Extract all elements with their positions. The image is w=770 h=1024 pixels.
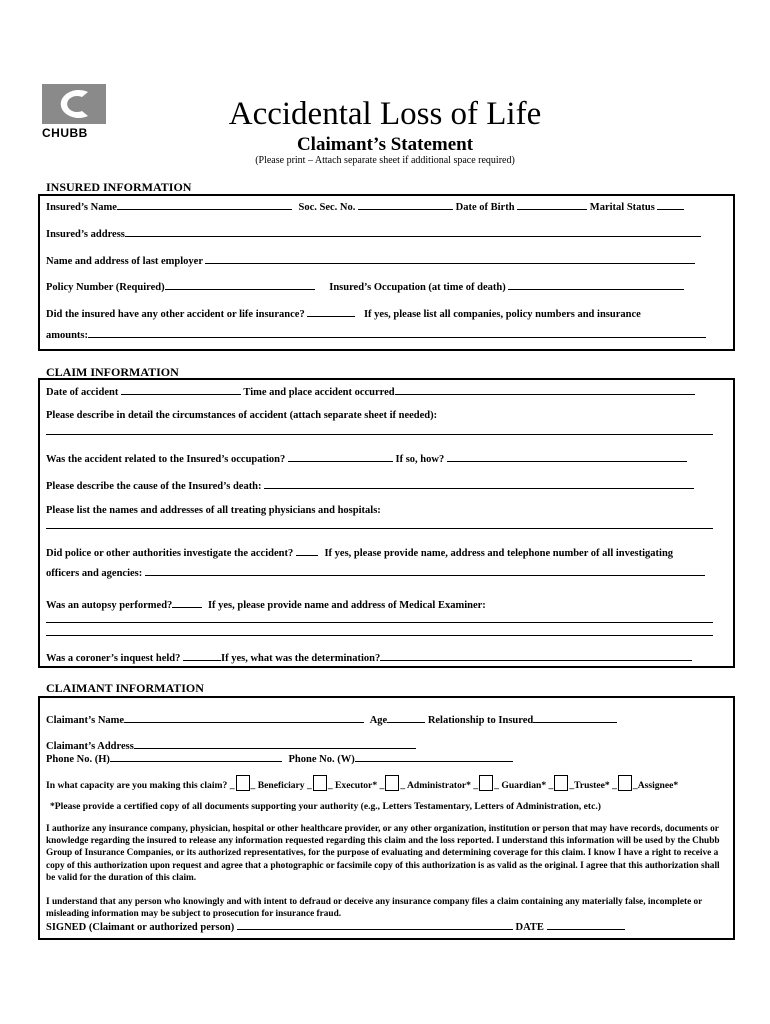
ssn-field[interactable] <box>358 199 453 210</box>
insured-row-1 <box>46 199 684 213</box>
phone-h-field[interactable] <box>110 751 282 762</box>
assignee-label: Assignee* <box>637 780 679 791</box>
beneficiary-checkbox[interactable] <box>236 775 250 791</box>
autopsy-label: Was an autopsy performed? <box>46 600 173 611</box>
dob-field[interactable] <box>517 199 587 210</box>
cause-field[interactable] <box>264 478 694 489</box>
print-note: (Please print – Attach separate sheet if additional space required) <box>255 155 515 166</box>
describe-label: Please describe in detail the circumstances of accident (attach separate sheet if needed): <box>46 410 438 421</box>
phone-w-label: Phone No. (W) <box>288 754 355 765</box>
autopsy-ifyes: If yes, please provide name and address of Medical Examiner: <box>207 600 486 611</box>
claim-heading: CLAIM INFORMATION <box>46 365 179 379</box>
insured-name-label: Insured’s Name <box>46 202 117 213</box>
claim-row-officers <box>46 565 705 579</box>
sign-date-field[interactable] <box>547 919 625 930</box>
coroner-ifyes: If yes, what was the determination? <box>221 653 381 664</box>
insured-row-6 <box>46 327 706 341</box>
claim-row-autopsy <box>46 597 486 611</box>
ssn-label: Soc. Sec. No. <box>298 202 356 213</box>
administrator-checkbox[interactable] <box>385 775 399 791</box>
beneficiary-label: Beneficiary <box>257 780 305 791</box>
other-insurance-ifyes: If yes, please list all companies, policy numbers and insurance <box>363 309 641 320</box>
page-subtitle: Claimant’s Statement <box>296 134 474 155</box>
officers-label: officers and agencies: <box>46 568 143 579</box>
claimant-address-label: Claimant’s Address <box>46 741 134 752</box>
fraud-text: I understand that any person who knowingly and with intent to defraud or deceive any insurance company files a claim containing any materially false, incomplete or misleading information may be subject to prosecution for insurance fraud. <box>46 897 703 920</box>
guardian-checkbox[interactable] <box>479 775 493 791</box>
claim-row-related <box>46 451 687 465</box>
signature-field[interactable] <box>237 919 513 930</box>
ifso-label: If so, how? <box>395 454 445 465</box>
insured-heading: INSURED INFORMATION <box>46 180 192 194</box>
coroner-field[interactable] <box>183 650 221 661</box>
insured-row-5 <box>46 306 641 320</box>
physicians-field[interactable] <box>46 528 713 529</box>
signed-label: SIGNED (Claimant or authorized person) <box>46 922 235 933</box>
relationship-field[interactable] <box>533 712 617 723</box>
capacity-row: In what capacity are you making this claim? _ _ Beneficiary _ _ Executor* _ _ Administrator* _ _ Guardian* _ _Trustee* _ _Assignee* <box>46 775 678 791</box>
insured-row-4 <box>46 279 684 293</box>
claimant-name-label: Claimant’s Name <box>46 715 125 726</box>
phone-h-label: Phone No. (H) <box>46 754 110 765</box>
claim-row-police <box>46 545 673 559</box>
policy-field[interactable] <box>165 279 315 290</box>
claimant-row-1 <box>46 712 617 726</box>
police-label: Did police or other authorities investigate the accident? <box>46 548 294 559</box>
autopsy-line-1[interactable] <box>46 622 713 623</box>
accident-date-label: Date of accident <box>46 387 119 398</box>
autopsy-line-2[interactable] <box>46 635 713 636</box>
assignee-checkbox[interactable] <box>618 775 632 791</box>
executor-label: Executor* <box>335 780 378 791</box>
insured-address-label: Insured’s address <box>46 229 125 240</box>
employer-label: Name and address of last employer <box>46 256 203 267</box>
officers-field[interactable] <box>145 565 705 576</box>
describe-field[interactable] <box>46 434 713 435</box>
coroner-label: Was a coroner’s inquest held? <box>46 653 181 664</box>
occupation-label: Insured’s Occupation (at time of death) <box>329 282 506 293</box>
amounts-field[interactable] <box>88 327 706 338</box>
police-ifyes: If yes, please provide name, address and telephone number of all investigating <box>324 548 674 559</box>
determination-field[interactable] <box>380 650 692 661</box>
capacity-label: In what capacity are you making this claim? <box>46 780 228 791</box>
trustee-checkbox[interactable] <box>554 775 568 791</box>
certified-note: *Please provide a certified copy of all documents supporting your authority (e.g., Letters Testamentary, Letters of Administration, etc.) <box>50 801 601 812</box>
policy-label: Policy Number (Required) <box>46 282 165 293</box>
ifso-field[interactable] <box>447 451 687 462</box>
employer-field[interactable] <box>205 253 695 264</box>
relationship-label: Relationship to Insured <box>427 715 534 726</box>
phone-w-field[interactable] <box>355 751 513 762</box>
claim-row-cause <box>46 478 694 492</box>
amounts-label: amounts: <box>46 330 89 341</box>
age-field[interactable] <box>387 712 425 723</box>
other-insurance-field[interactable] <box>307 306 355 317</box>
claim-row-1 <box>46 384 695 398</box>
page-title: Accidental Loss of Life <box>228 96 542 132</box>
authorization-text: I authorize any insurance company, physician, hospital or other healthcare provider, or any other organization, institution or person that may have records, documents or knowledge regarding the insured to release any information requested regarding this claim and the loss reported. I understand this information will be used by the Chubb Group of Insurance Companies, or its authorized representatives, for the purpose of evaluating and determining coverage for this claim. I know I have a right to receive a copy of this authorization upon request and agree that a photographic or facsimile copy of this authorization is as valid as the original. I agree that this authorization shall be valid for the duration of this claim. <box>46 824 720 883</box>
occupation-field[interactable] <box>508 279 684 290</box>
other-insurance-label: Did the insured have any other accident or life insurance? <box>46 309 305 320</box>
administrator-label: Administrator* <box>407 780 471 791</box>
autopsy-field[interactable] <box>172 597 202 608</box>
physicians-label: Please list the names and addresses of all treating physicians and hospitals: <box>46 505 381 516</box>
related-field[interactable] <box>288 451 393 462</box>
insured-name-field[interactable] <box>117 199 292 210</box>
trustee-label: Trustee* <box>574 780 610 791</box>
marital-field[interactable] <box>657 199 684 210</box>
insured-row-3 <box>46 253 695 267</box>
claimant-row-3 <box>46 751 513 765</box>
sign-date-label: DATE <box>515 922 544 933</box>
logo-text: CHUBB <box>42 126 88 140</box>
claimant-heading: CLAIMANT INFORMATION <box>46 681 204 695</box>
signature-row <box>46 919 625 933</box>
insured-row-2 <box>46 226 701 240</box>
time-place-label: Time and place accident occurred <box>243 387 395 398</box>
claimant-name-field[interactable] <box>124 712 364 723</box>
insured-address-field[interactable] <box>125 226 701 237</box>
related-label: Was the accident related to the Insured’s occupation? <box>46 454 286 465</box>
claimant-row-2 <box>46 738 416 752</box>
executor-checkbox[interactable] <box>313 775 327 791</box>
time-place-field[interactable] <box>395 384 695 395</box>
accident-date-field[interactable] <box>121 384 241 395</box>
cause-label: Please describe the cause of the Insured’s death: <box>46 481 262 492</box>
age-label: Age <box>369 715 388 726</box>
claimant-address-field[interactable] <box>134 738 416 749</box>
marital-label: Marital Status <box>589 202 655 213</box>
claim-box <box>38 378 735 668</box>
dob-label: Date of Birth <box>455 202 515 213</box>
claim-row-coroner <box>46 650 692 664</box>
guardian-label: Guardian* <box>501 780 547 791</box>
police-field[interactable] <box>296 545 318 556</box>
